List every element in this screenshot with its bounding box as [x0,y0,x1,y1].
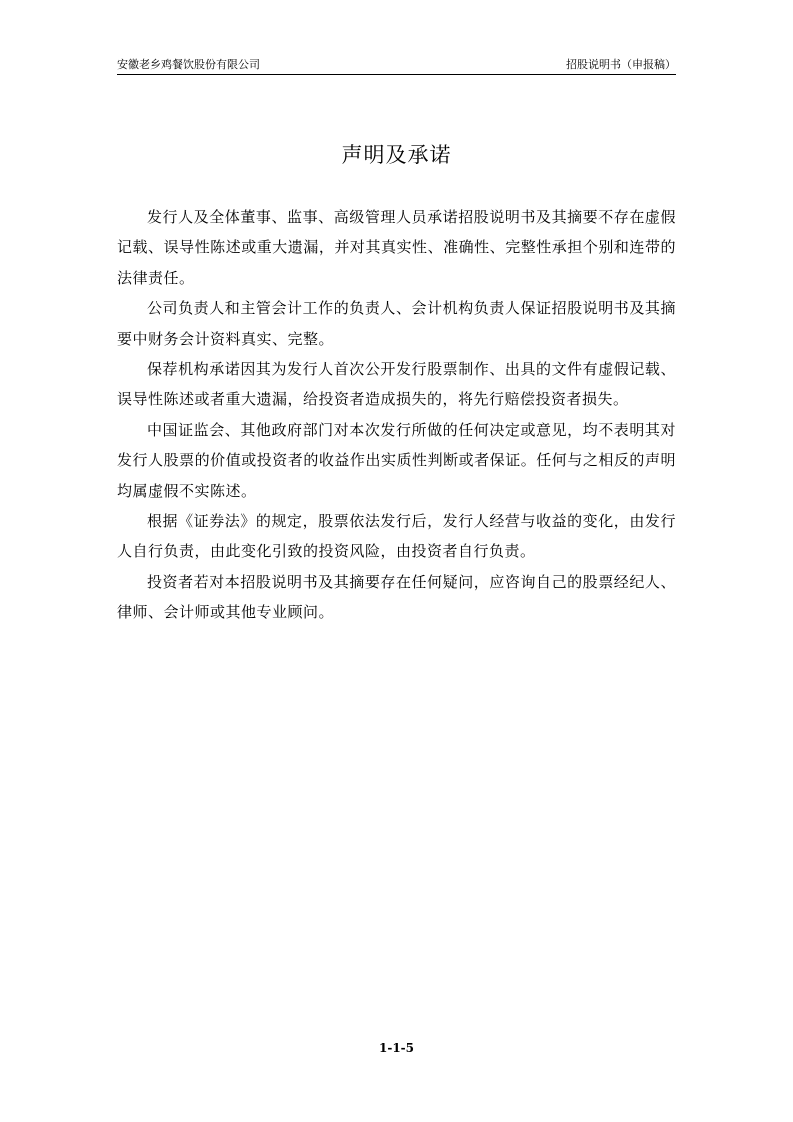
paragraph-sponsor-commitment: 保荐机构承诺因其为发行人首次公开发行股票制作、出具的文件有虚假记载、误导性陈述或者重大遗漏，给投资者造成损失的，将先行赔偿投资者损失。 [117,360,676,409]
page-number: 1-1-5 [378,1041,414,1055]
paragraph-investor-advice: 投资者若对本招股说明书及其摘要存在任何疑问，应咨询自己的股票经纪人、律师、会计师或其他专业顾问。 [117,572,676,622]
paragraph-issuer-commitment: 发行人及全体董事、监事、高级管理人员承诺招股说明书及其摘要不存在虚假记载、误导性陈述或重大遗漏，并对其真实性、准确性、完整性承担个别和连带的法律责任。 [117,208,676,287]
header-company-name: 安徽老乡鸡餐饮股份有限公司 [117,58,260,71]
header-divider [117,74,676,75]
header-document-type: 招股说明书（申报稿） [566,58,676,71]
paragraph-financial-guarantee: 公司负责人和主管会计工作的负责人、会计机构负责人保证招股说明书及其摘要中财务会计资料真实、完整。 [117,299,676,348]
document-body [117,202,676,628]
document-title: 声明及承诺 [341,143,452,167]
paragraph-csrc-disclaimer: 中国证监会、其他政府部门对本次发行所做的任何决定或意见，均不表明其对发行人股票的价值或投资者的收益作出实质性判断或者保证。任何与之相反的声明均属虚假不实陈述。 [117,420,676,500]
paragraph-securities-law: 根据《证券法》的规定，股票依法发行后，发行人经营与收益的变化，由发行人自行负责，由此变化引致的投资风险，由投资者自行负责。 [117,512,676,561]
